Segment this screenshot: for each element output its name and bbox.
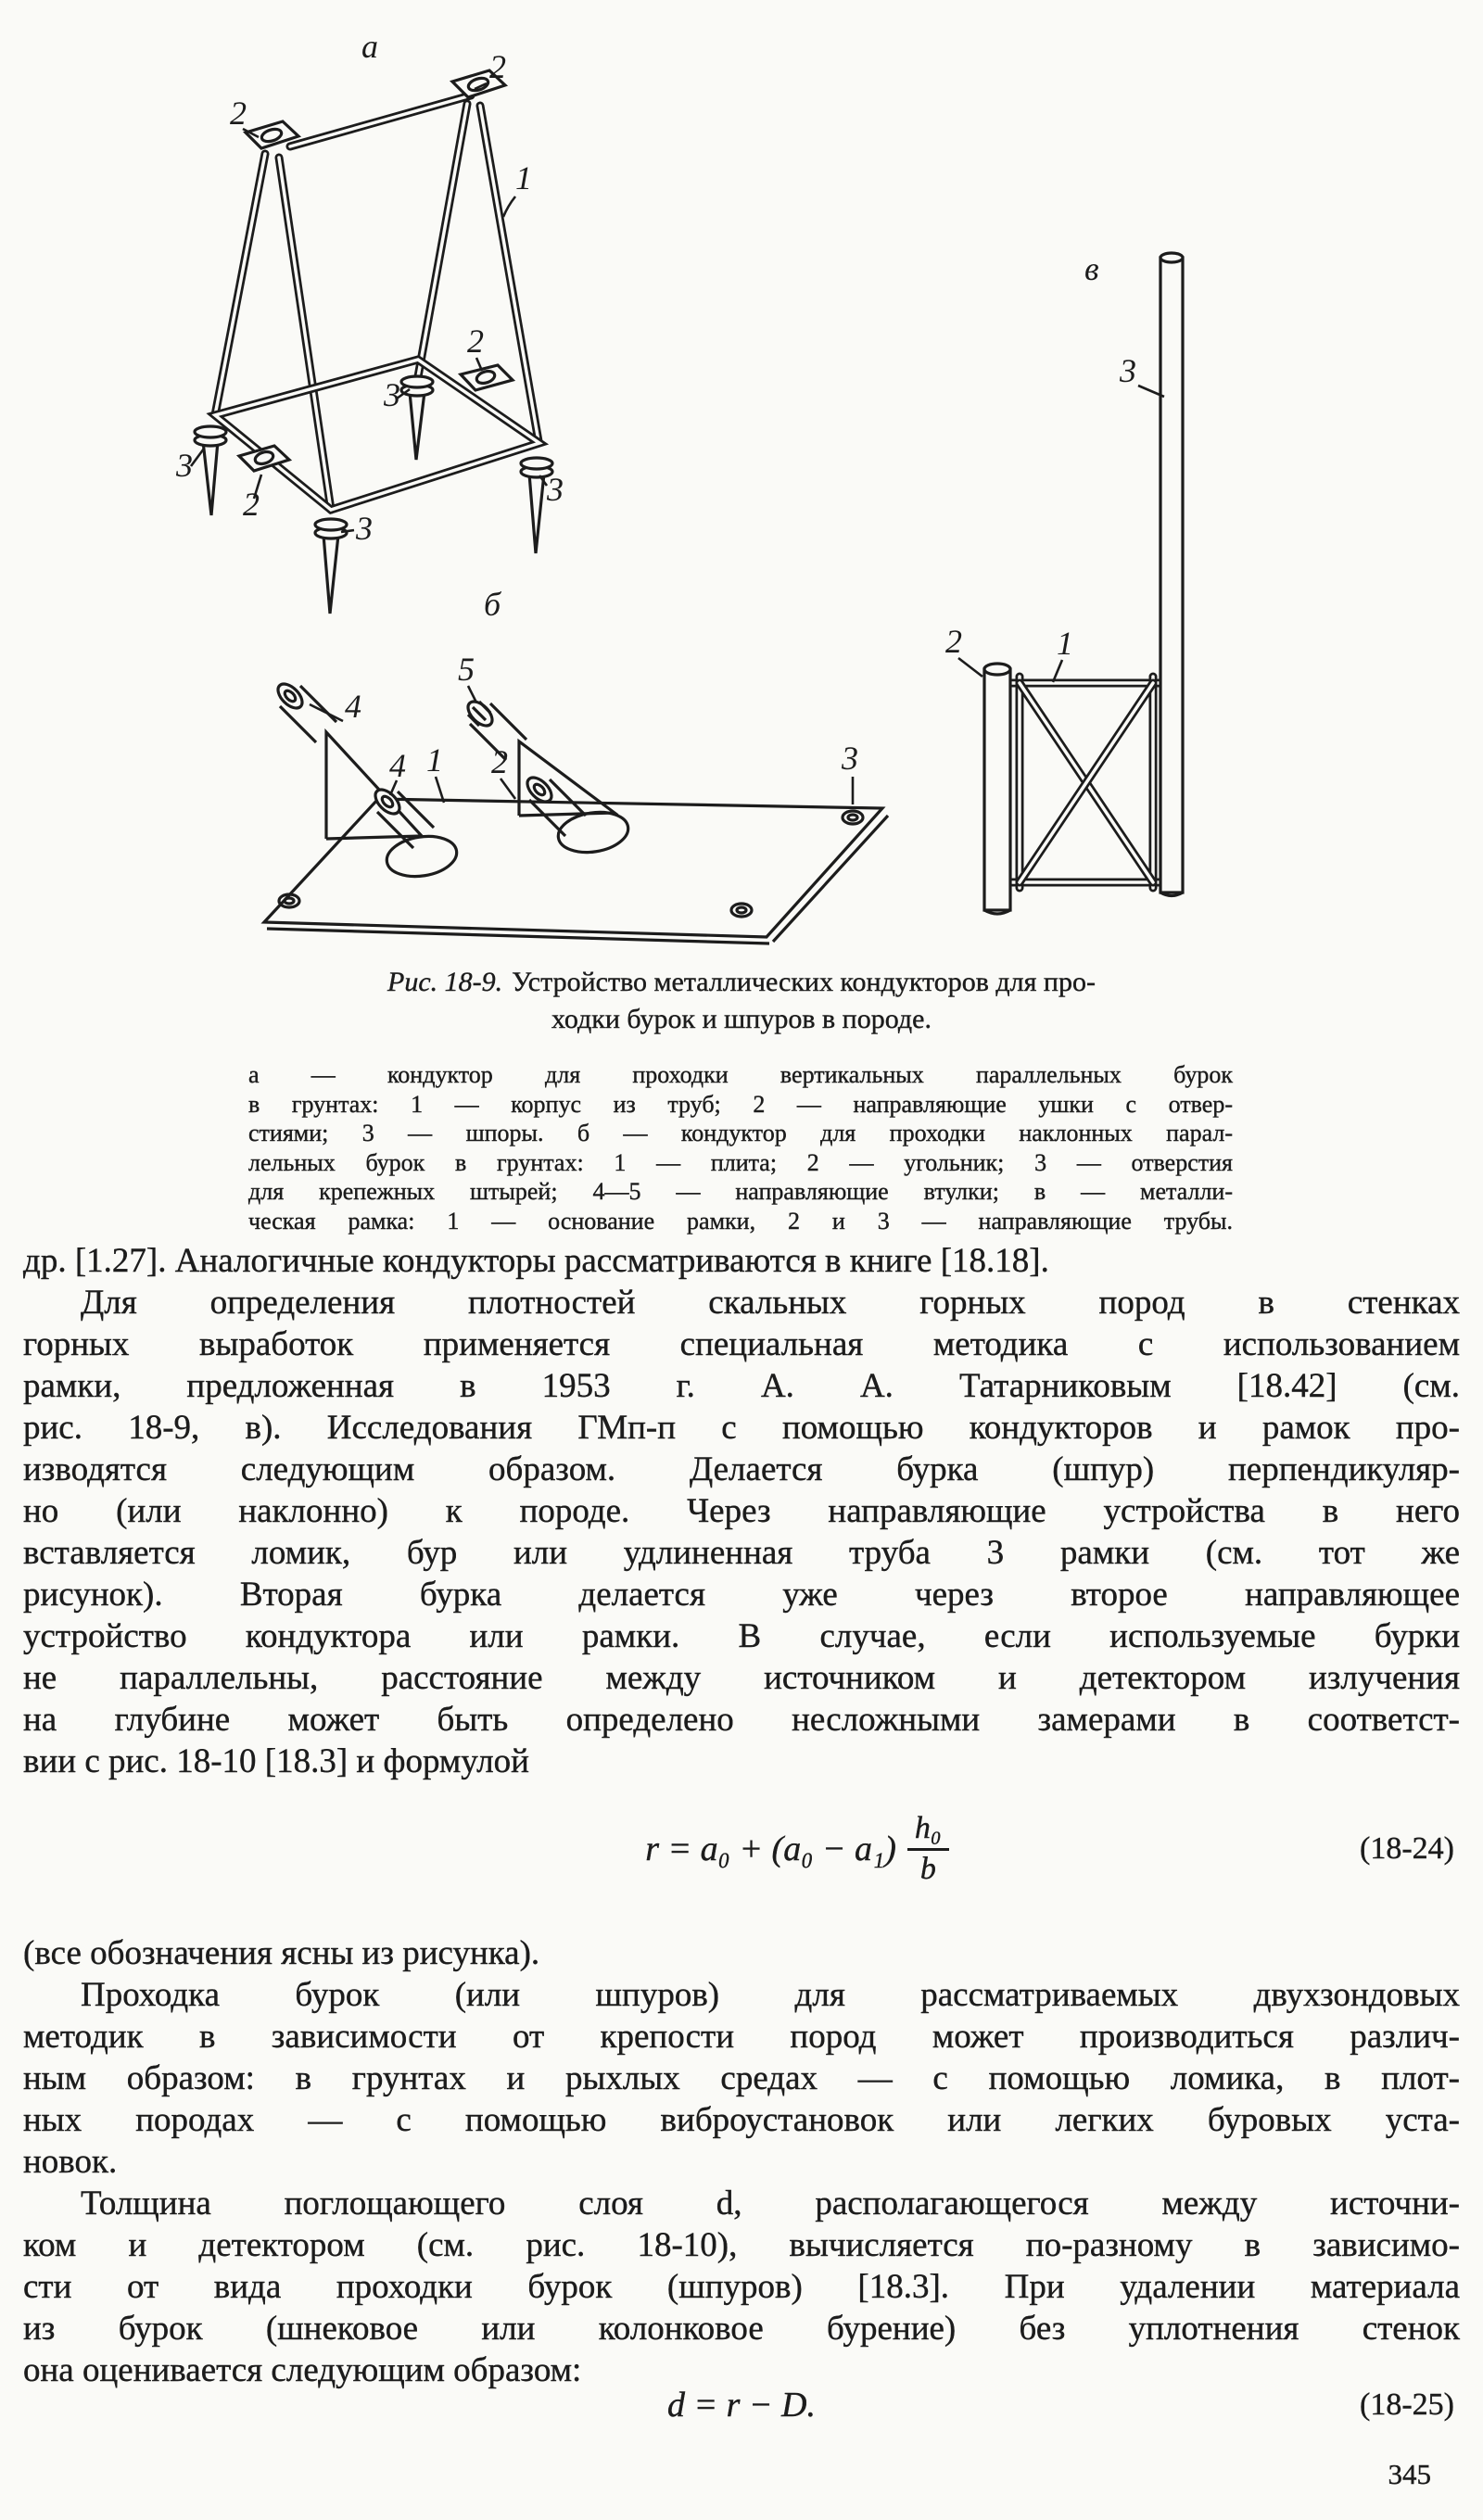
legend-line: лельных бурок в грунтах: 1 — плита; 2 — угольник; 3 — отверстия: [248, 1148, 1233, 1176]
drawing-v-metal-frame: [945, 250, 1183, 914]
callout-2: 2: [491, 743, 508, 780]
equation-number: (18-24): [1360, 1831, 1454, 1866]
callout-3: 3: [547, 471, 564, 508]
callout-1: 1: [1057, 625, 1073, 662]
short-guide-tube: [984, 664, 1010, 914]
legend-line: стиями; 3 — шпоры. б — кондуктор для проходки наклонных парал-: [248, 1120, 1233, 1146]
guide-lug: [461, 365, 513, 390]
fraction: $\frac{\text{h₀}}{b}$: [907, 1812, 949, 1885]
figure-18-9: [0, 0, 1483, 955]
callout-4: 4: [345, 688, 361, 725]
long-guide-tube: [1160, 253, 1183, 896]
body-line: методик в зависимости от крепости пород может производиться различ-: [23, 2018, 1460, 2056]
body-line: рамки, предложенная в 1953 г. А. А. Татарниковым [18.42] (см.: [23, 1367, 1460, 1405]
body-line: из бурок (шнековое или колонковое бурение) без уплотнения стенок: [23, 2310, 1460, 2348]
callout-5: 5: [458, 651, 475, 688]
panel-label-v: в: [1084, 250, 1099, 287]
body-line: она оценивается следующим образом:: [23, 2351, 582, 2389]
body-line: (все обозначения ясны из рисунка).: [23, 1934, 540, 1972]
body-line: Для определения плотностей скальных горных пород в стенках: [81, 1284, 1460, 1322]
figure-legend: [248, 1060, 1233, 1235]
callout-2: 2: [243, 486, 260, 523]
page-number: 345: [1388, 2458, 1431, 2490]
panel-label-b: б: [484, 586, 501, 623]
formula-body: r = a₀ + (a₀ − a₁) $\frac{\text{h₀}}{b}$: [645, 1812, 949, 1885]
callout-2: 2: [467, 323, 484, 360]
callout-2: 2: [230, 95, 247, 132]
body-line: рис. 18-9, в). Исследования ГМп-п с помощью кондукторов и рамок про-: [23, 1409, 1460, 1447]
callout-1: 1: [426, 741, 443, 779]
body-line: на глубине может быть определено несложными замерами в соответст-: [23, 1701, 1460, 1739]
formula-18-24: [23, 1800, 1460, 1898]
callout-3: 3: [384, 376, 400, 413]
panel-label-a: а: [361, 28, 378, 65]
body-line: Проходка бурок (или шпуров) для рассматриваемых двухзондовых: [81, 1976, 1460, 2014]
figure-caption: [250, 964, 1233, 1038]
body-line: др. [1.27]. Аналогичные кондукторы рассматриваются в книге [18.18].: [23, 1242, 1049, 1280]
equation-number: (18-25): [1360, 2387, 1454, 2422]
legend-line: ческая рамка: 1 — основание рамки, 2 и 3 — направляющие трубы.: [248, 1207, 1233, 1235]
drawing-a-vertical-jig: [175, 28, 564, 614]
body-line: изводятся следующим образом. Делается бурка (шпур) перпендикуляр-: [23, 1450, 1460, 1488]
caption-line-2: ходки бурок и шпуров в породе.: [551, 1004, 932, 1034]
body-line: ком и детектором (см. рис. 18-10), вычисляется по-разному в зависимо-: [23, 2226, 1460, 2264]
formula-body: d = r − D.: [666, 2386, 816, 2425]
body-line: вии с рис. 18-10 [18.3] и формулой: [23, 1742, 529, 1780]
body-line: но (или наклонно) к породе. Через направляющие устройства в него: [23, 1492, 1460, 1530]
formula-18-25: [23, 2373, 1460, 2438]
callout-3: 3: [356, 510, 373, 547]
body-line: не параллельны, расстояние между источником и детектором излучения: [23, 1659, 1460, 1697]
drawing-b-plate-jig: [264, 586, 888, 943]
body-line: устройство кондуктора или рамки. В случае, если используемые бурки: [23, 1617, 1460, 1655]
body-line: ных породах — с помощью виброустановок или легких буровых уста-: [23, 2101, 1460, 2139]
body-line: новок.: [23, 2143, 118, 2181]
callout-2: 2: [945, 623, 962, 660]
callout-3: 3: [176, 447, 193, 484]
body-line: горных выработок применяется специальная методика с использованием: [23, 1325, 1460, 1363]
legend-line: а — кондуктор для проходки вертикальных параллельных бурок: [248, 1061, 1233, 1088]
body-line: рисунок). Вторая бурка делается уже через второе направляющее: [23, 1576, 1460, 1614]
body-line: сти от вида проходки бурок (шпуров) [18.3]. При удалении материала: [23, 2268, 1460, 2306]
body-text: [23, 1240, 1460, 1782]
legend-line: в грунтах: 1 — корпус из труб; 2 — направляющие ушки с отвер-: [248, 1090, 1233, 1118]
body-line: вставляется ломик, бур или удлиненная труба 3 рамки (см. тот же: [23, 1534, 1460, 1572]
legend-line: для крепежных штырей; 4—5 — направляющие втулки; в — металли-: [248, 1178, 1233, 1205]
caption-line-1: Рис. 18-9. Устройство металлических кондукторов для про-: [387, 967, 1096, 997]
body-line: Толщина поглощающего слоя d, располагающегося между источни-: [81, 2184, 1460, 2222]
callout-1: 1: [515, 159, 532, 196]
callout-2: 2: [489, 48, 506, 85]
callout-4: 4: [389, 747, 406, 784]
callout-3: 3: [842, 740, 858, 777]
body-line: ным образом: в грунтах и рыхлых средах — с помощью ломика, в плот-: [23, 2059, 1460, 2097]
callout-3: 3: [1120, 352, 1136, 389]
body-text-continued: [23, 1932, 1460, 2391]
figure-number: Рис. 18-9.: [387, 967, 503, 997]
